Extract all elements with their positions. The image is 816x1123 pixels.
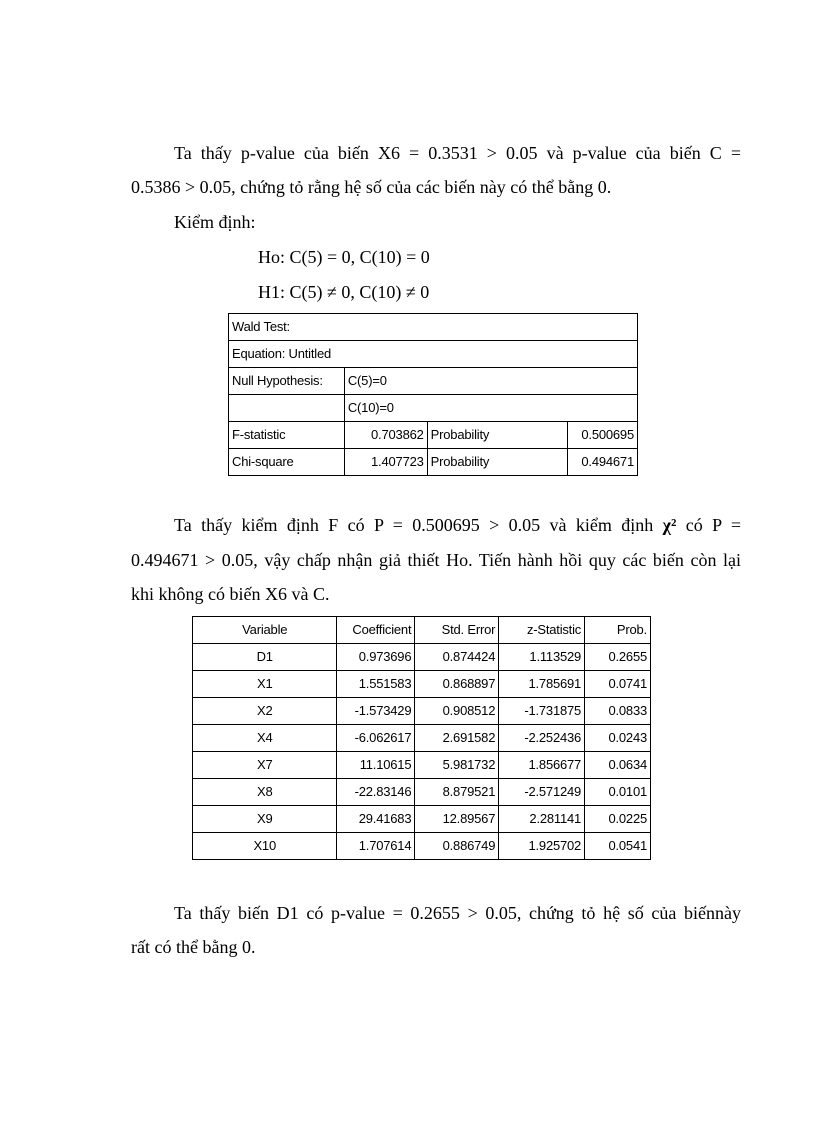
cell: 1.925702	[499, 833, 585, 860]
cell: 0.0833	[585, 698, 651, 725]
table-row	[193, 671, 651, 698]
header-z-statistic: z-Statistic	[499, 617, 585, 644]
cell: 29.41683	[337, 806, 415, 833]
cell: X7	[193, 752, 337, 779]
header-std-error: Std. Error	[415, 617, 499, 644]
paragraph-2-line-1	[174, 514, 741, 536]
cell: X10	[193, 833, 337, 860]
table-row	[193, 833, 651, 860]
wald-null-1: C(5)=0	[344, 368, 637, 395]
wald-chi-prob: 0.494671	[568, 449, 638, 476]
cell: 8.879521	[415, 779, 499, 806]
kiem-dinh-heading: Kiểm định:	[174, 212, 256, 232]
cell: -1.573429	[337, 698, 415, 725]
cell: X4	[193, 725, 337, 752]
cell: D1	[193, 644, 337, 671]
hypothesis-h0: Ho: C(5) = 0, C(10) = 0	[258, 247, 430, 267]
cell: -1.731875	[499, 698, 585, 725]
wald-chi-value: 1.407723	[344, 449, 427, 476]
cell: 1.785691	[499, 671, 585, 698]
cell: 0.0741	[585, 671, 651, 698]
cell: 0.0634	[585, 752, 651, 779]
cell: 1.856677	[499, 752, 585, 779]
table-row	[193, 752, 651, 779]
wald-null-label: Null Hypothesis:	[229, 368, 345, 395]
wald-f-label: F-statistic	[229, 422, 345, 449]
header-coefficient: Coefficient	[337, 617, 415, 644]
wald-chi-prob-label: Probability	[427, 449, 567, 476]
cell: 0.2655	[585, 644, 651, 671]
cell: X9	[193, 806, 337, 833]
cell: 0.0101	[585, 779, 651, 806]
cell: 2.691582	[415, 725, 499, 752]
cell: 0.0541	[585, 833, 651, 860]
cell: 1.113529	[499, 644, 585, 671]
para2-text-b: có P =	[676, 515, 741, 535]
cell: 0.886749	[415, 833, 499, 860]
regression-header-row	[193, 617, 651, 644]
cell: 12.89567	[415, 806, 499, 833]
cell: 1.707614	[337, 833, 415, 860]
paragraph-2-line-2: 0.494671 > 0.05, vậy chấp nhận giả thiết Ho. Tiến hành hồi quy các biến còn lại	[131, 550, 741, 570]
header-prob: Prob.	[585, 617, 651, 644]
chi-square-symbol: χ²	[662, 515, 677, 535]
header-variable: Variable	[193, 617, 337, 644]
cell: 0.973696	[337, 644, 415, 671]
cell: -6.062617	[337, 725, 415, 752]
paragraph-1-line-1: Ta thấy p-value của biến X6 = 0.3531 > 0.05 và p-value của biến C =	[174, 143, 741, 163]
table-row	[193, 779, 651, 806]
cell: 5.981732	[415, 752, 499, 779]
cell: 0.908512	[415, 698, 499, 725]
cell: 0.874424	[415, 644, 499, 671]
cell: 2.281141	[499, 806, 585, 833]
cell: 11.10615	[337, 752, 415, 779]
paragraph-3-line-1: Ta thấy biến D1 có p-value = 0.2655 > 0.05, chứng tỏ hệ số của biếnnày	[174, 903, 741, 923]
table-row	[193, 698, 651, 725]
wald-equation: Equation: Untitled	[229, 341, 638, 368]
cell: X1	[193, 671, 337, 698]
wald-f-prob: 0.500695	[568, 422, 638, 449]
cell: 0.0243	[585, 725, 651, 752]
cell: 1.551583	[337, 671, 415, 698]
paragraph-1-line-2: 0.5386 > 0.05, chứng tỏ rằng hệ số của các biến này có thể bằng 0.	[131, 177, 612, 197]
wald-f-value: 0.703862	[344, 422, 427, 449]
cell: -2.252436	[499, 725, 585, 752]
wald-title: Wald Test:	[229, 314, 638, 341]
wald-f-prob-label: Probability	[427, 422, 567, 449]
table-row	[193, 644, 651, 671]
table-row	[193, 725, 651, 752]
hypothesis-h1: H1: C(5) ≠ 0, C(10) ≠ 0	[258, 282, 430, 302]
cell: X2	[193, 698, 337, 725]
paragraph-3-line-2: rất có thể bằng 0.	[131, 937, 256, 957]
wald-null-2: C(10)=0	[344, 395, 637, 422]
cell: X8	[193, 779, 337, 806]
para2-text-a: Ta thấy kiểm định F có P = 0.500695 > 0.05 và kiểm định	[174, 515, 663, 535]
wald-test-table	[228, 313, 638, 476]
cell: 0.868897	[415, 671, 499, 698]
paragraph-2-line-3: khi không có biến X6 và C.	[131, 584, 330, 604]
table-row	[193, 806, 651, 833]
wald-empty-cell	[229, 395, 345, 422]
cell: -2.571249	[499, 779, 585, 806]
regression-table	[192, 616, 651, 860]
wald-chi-label: Chi-square	[229, 449, 345, 476]
cell: 0.0225	[585, 806, 651, 833]
cell: -22.83146	[337, 779, 415, 806]
